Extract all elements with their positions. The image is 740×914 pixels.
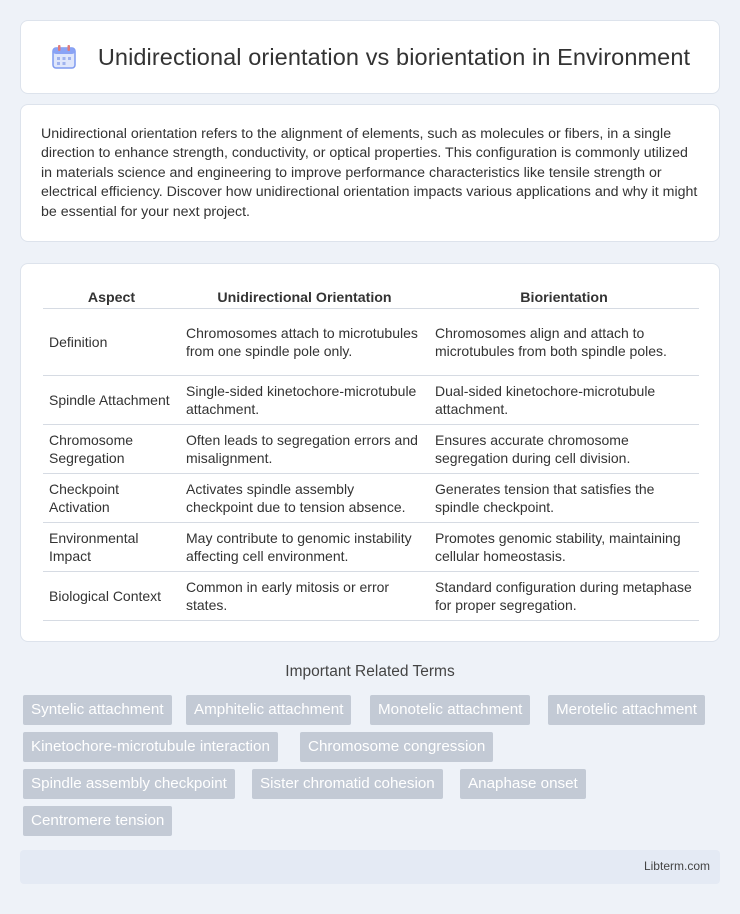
related-term-tag[interactable]: Spindle assembly checkpoint	[23, 769, 235, 799]
table-cell: Promotes genomic stability, maintaining cellular homeostasis.	[429, 522, 699, 571]
comparison-table	[43, 284, 699, 621]
table-header-row	[43, 284, 699, 308]
table-cell: Spindle Attachment	[43, 375, 180, 424]
intro-text: Unidirectional orientation refers to the alignment of elements, such as molecules or fibers, in a single direction to enhance strength, conductivity, or optical properties. This configuration is commonly utilized in materials science and engineering to improve performance characteristics like tensile strength or electrical efficiency. Discover how unidirectional orientation impacts various applications and why it might be essential for your next project.	[41, 126, 698, 220]
related-term-tag[interactable]: Sister chromatid cohesion	[252, 769, 443, 799]
table-row	[43, 424, 699, 473]
related-term-tag[interactable]: Syntelic attachment	[23, 695, 172, 725]
table-cell: Often leads to segregation errors and misalignment.	[180, 424, 429, 473]
calendar-icon	[50, 43, 78, 71]
related-terms-title: Important Related Terms	[285, 663, 455, 680]
related-term-tag[interactable]: Monotelic attachment	[370, 695, 530, 725]
header-card	[20, 20, 720, 94]
table-cell: Generates tension that satisfies the spindle checkpoint.	[429, 473, 699, 522]
table-cell: Definition	[43, 308, 180, 375]
table-row	[43, 571, 699, 620]
page-title: Unidirectional orientation vs biorientation in Environment	[97, 43, 691, 70]
table-cell: Single-sided kinetochore-microtubule attachment.	[180, 375, 429, 424]
comparison-card	[20, 263, 720, 642]
table-row	[43, 375, 699, 424]
table-row	[43, 522, 699, 571]
header-unidirectional: Unidirectional Orientation	[180, 284, 429, 308]
intro-card	[20, 104, 720, 242]
table-cell: Chromosome Segregation	[43, 424, 180, 473]
footer	[20, 850, 720, 884]
related-term-tag[interactable]: Anaphase onset	[460, 769, 586, 799]
footer-site-link[interactable]: Libterm.com	[643, 859, 710, 873]
table-cell: Environmental Impact	[43, 522, 180, 571]
table-cell: Activates spindle assembly checkpoint due to tension absence.	[180, 473, 429, 522]
related-term-tag[interactable]: Amphitelic attachment	[186, 695, 351, 725]
table-cell: Ensures accurate chromosome segregation during cell division.	[429, 424, 699, 473]
header-biorientation: Biorientation	[429, 284, 699, 308]
table-cell: Biological Context	[43, 571, 180, 620]
table-cell: May contribute to genomic instability affecting cell environment.	[180, 522, 429, 571]
table-cell: Chromosomes attach to microtubules from one spindle pole only.	[180, 308, 429, 375]
related-term-tag[interactable]: Centromere tension	[23, 806, 172, 836]
table-row	[43, 473, 699, 522]
table-cell: Common in early mitosis or error states.	[180, 571, 429, 620]
related-term-tag[interactable]: Chromosome congression	[300, 732, 493, 762]
header-aspect: Aspect	[43, 284, 180, 308]
related-term-tag[interactable]: Merotelic attachment	[548, 695, 705, 725]
table-cell: Standard configuration during metaphase for proper segregation.	[429, 571, 699, 620]
table-cell: Chromosomes align and attach to microtubules from both spindle poles.	[429, 308, 699, 375]
table-cell: Dual-sided kinetochore-microtubule attachment.	[429, 375, 699, 424]
table-cell: Checkpoint Activation	[43, 473, 180, 522]
table-row	[43, 308, 699, 375]
related-term-tag[interactable]: Kinetochore-microtubule interaction	[23, 732, 278, 762]
